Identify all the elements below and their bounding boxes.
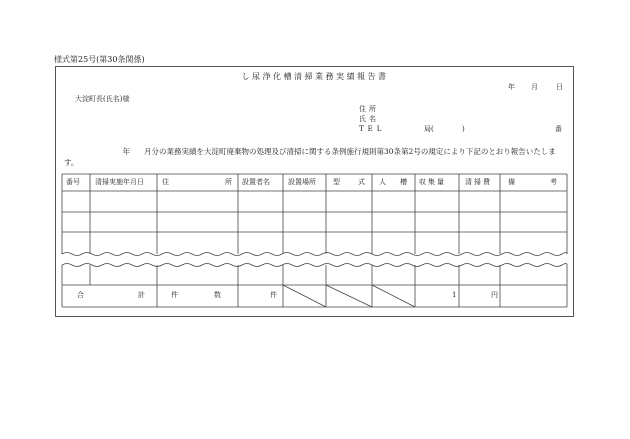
header-type-1: 型	[333, 178, 340, 186]
header-type-2: 式	[358, 178, 365, 186]
footer-total-2: 計	[138, 291, 145, 299]
header-capacity-1: 人	[379, 178, 386, 186]
header-cleaning-date: 清掃実施年月日	[95, 178, 144, 186]
footer-count-unit: 件	[270, 291, 277, 299]
date-year-label: 年	[508, 83, 515, 91]
footer-collection-unit: 1	[452, 291, 457, 299]
footer-total-1: 合	[77, 291, 84, 299]
footer-count-1: 件	[171, 291, 178, 299]
body-text-line2: す。	[64, 158, 79, 167]
tel-label: TEL	[359, 125, 386, 133]
header-address-2: 所	[225, 178, 232, 186]
header-remarks-2: 考	[550, 178, 557, 186]
date-month-label: 月	[531, 83, 538, 91]
header-cleaning-fee: 清掃費	[465, 178, 492, 186]
break-line-top	[62, 253, 567, 256]
break-line-bottom	[62, 264, 567, 267]
date-day-label: 日	[556, 83, 563, 91]
header-remarks-1: 備	[508, 178, 515, 186]
name-label: 氏名	[359, 115, 379, 123]
tel-number-label: 番	[555, 125, 562, 133]
header-address-1: 住	[162, 178, 169, 186]
column-dividers-upper	[90, 174, 500, 254]
footer-count-2: 数	[214, 291, 221, 299]
header-installer-name: 設置者名	[242, 178, 270, 186]
header-capacity-2: 槽	[400, 178, 407, 186]
column-dividers-lower	[90, 265, 500, 307]
form-title: し尿浄化槽清掃業務実績報告書	[241, 72, 389, 81]
footer-yen-unit: 円	[491, 291, 498, 299]
header-number: 番号	[66, 178, 80, 186]
total-row-diagonals	[283, 285, 415, 307]
header-collection-amount: 収集量	[419, 178, 446, 186]
body-year-label: 年	[122, 147, 130, 156]
address-label: 住所	[359, 105, 379, 113]
form-number: 様式第25号(第30条関係)	[54, 55, 145, 64]
tel-paren-close: )	[462, 125, 465, 133]
body-month-text: 月分の業務実績を大淀町廃棄物の処理及び清掃に関する条例施行規則第30条第2号の規定により下記のとおり報告いたしま	[144, 147, 556, 156]
header-installation-place: 設置場所	[288, 178, 316, 186]
addressee: 大淀町長(氏名)様	[75, 95, 130, 103]
tel-office-label: 局(	[424, 125, 434, 133]
